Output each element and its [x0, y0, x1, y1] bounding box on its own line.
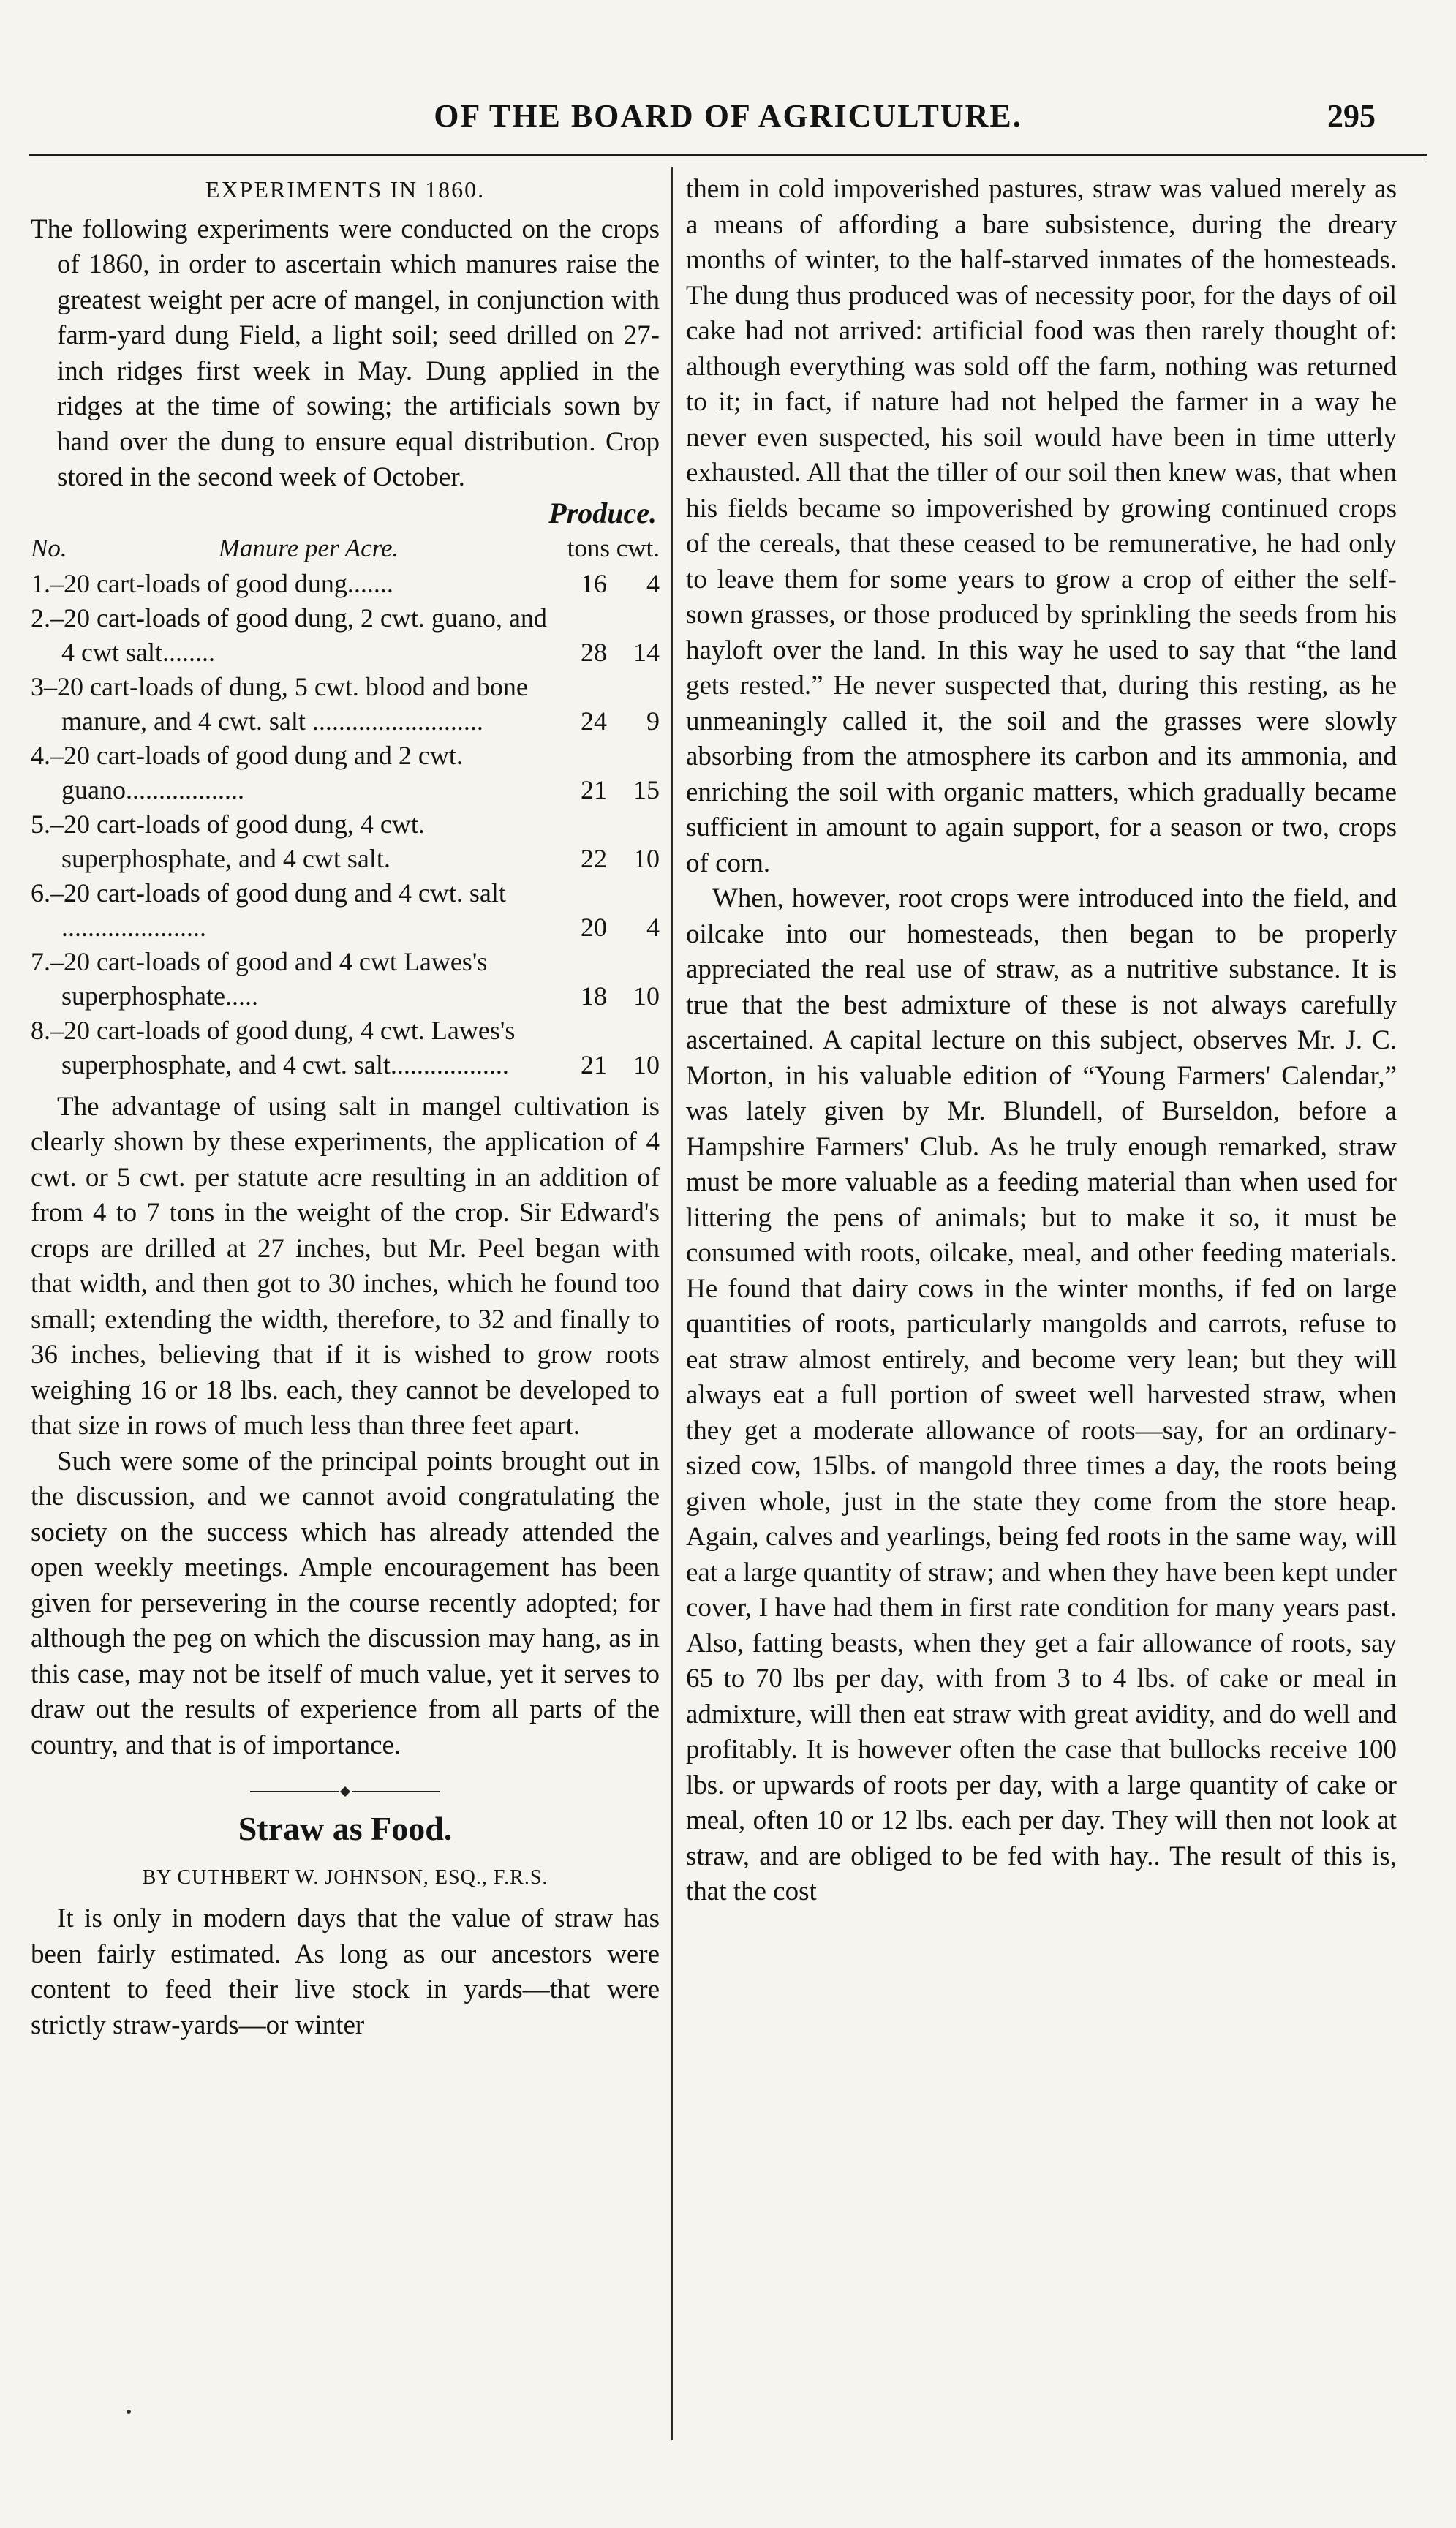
row-cwt: 10: [633, 1049, 660, 1079]
article-title: Straw as Food.: [238, 1810, 453, 1847]
row-tons: 20: [581, 912, 607, 942]
paragraph-salt: The advantage of using salt in mangel cultivation is clearly shown by these experiments, the application of 4 cwt. or 5 cwt. per statute acre resulting in an addition of from 4 to 7 tons in the weight of the crop. Sir Edward's crops are drilled at 27 inches, but Mr. Peel began with that width, and then got to 30 inches, which he found too small; extending the width, therefore, to 32 and finally to 36 inches, believing that if it is wished to grow roots weighing 16 or 18 lbs. each, they cannot be developed to that size in rows of much less than three feet apart.: [31, 1091, 660, 1441]
table-row: [31, 739, 660, 807]
row-description: 4.–20 cart-loads of good dung and 2 cwt. guano..................: [31, 740, 463, 804]
column-divider: [671, 167, 673, 2440]
divider-diamond-icon: [340, 1786, 350, 1797]
table-row: [31, 945, 660, 1014]
row-tons: 24: [581, 706, 607, 736]
running-head: [29, 91, 1427, 150]
column-no-header: No.: [31, 534, 67, 562]
table-row: [31, 807, 660, 876]
left-column: [31, 172, 660, 2433]
paragraph-discussion: Such were some of the principal points brought out in the discussion, and we cannot avoid congratulating the society on the success which has already attended the open weekly meetings. Ample encouragement has been given for persevering in the course recently adopted; for although the peg on which the discussion may hang, as in this case, may not be itself of much value, yet it serves to draw out the results of experience from all parts of the country, and that is of importance.: [31, 1446, 660, 1760]
row-tons: 21: [581, 774, 607, 804]
table-row: [31, 1014, 660, 1082]
column-units-header: tons cwt.: [567, 534, 660, 562]
intro-paragraph: The following experiments were conducted on the crops of 1860, in order to ascertain which manures raise the greatest weight per acre of mangel, in conjunction with farm-yard dung Field, a light soil; seed drilled on 27-inch ridges first week in May. Dung applied in the ridges at the time of sowing; the artificials sown by hand over the dung to ensure equal distribution. Crop stored in the second week of October.: [31, 214, 660, 492]
row-tons: 28: [581, 637, 607, 667]
table-row: [31, 670, 660, 739]
row-tons: 16: [581, 568, 607, 598]
row-cwt: 4: [646, 912, 660, 942]
produce-heading: Produce.: [548, 496, 657, 529]
row-tons: 18: [581, 981, 607, 1011]
row-cwt: 10: [633, 843, 660, 873]
section-divider: [250, 1788, 440, 1795]
manure-table: [31, 567, 660, 1082]
paragraph-root-crops: When, however, root crops were introduced into the field, and oilcake into our homesteads, then began to be properly appreciated the real use of straw, as a nutritive substance. It is true that the best admixture of these is not always carefully ascertained. A capital lecture on this subject, observes Mr. J. C. Morton, in his valuable edition of “Young Farmers' Calendar,” was lately given by Mr. Blundell, of Burseldon, before a Hampshire Farmers' Club. As he truly enough remarked, straw must be more valuable as a feeding material than when used for littering the pens of animals; but to make it so, it must be consumed with roots, oilcake, meal, and other feeding materials. He found that dairy cows in the winter months, if fed on large quantities of roots, particularly mangolds and carrots, refuse to eat straw almost entirely, and become very lean; but they will always eat a full portion of sweet well harvested straw, when they get a moderate allowance of roots—say, for an ordinary-sized cow, 15lbs. of mangold three times a day, the roots being given whole, just in the state they come from the store heap. Again, calves and yearlings, being fed roots in the same way, will eat a large quantity of straw; and when they have been kept under cover, I have had them in first rate condition for many years past. Also, fatting beasts, when they get a fair allowance of roots, say 65 to 70 lbs per day, with from 3 to 4 lbs. of cake or meal in admixture, will then eat straw with great avidity, and do well and profitably. It is however often the case that bullocks receive 100 lbs. or upwards of roots per day, with a large quantity of cake or meal, often 10 or 12 lbs. each per day. They will then not look at straw, and are obliged to be fed with hay.. The result of this is, that the cost: [686, 883, 1397, 1906]
paragraph-straw-intro: It is only in modern days that the value of straw has been fairly estimated. As long as our ancestors were content to feed their live stock in yards—that were strictly straw-yards—or winter: [31, 1903, 660, 2040]
section-heading: EXPERIMENTS IN 1860.: [205, 176, 486, 203]
row-description: 8.–20 cart-loads of good dung, 4 cwt. Lawes's superphosphate, and 4 cwt. salt..................: [31, 1015, 516, 1079]
table-row: [31, 601, 660, 670]
page-number: 295: [1327, 98, 1376, 134]
table-row: [31, 567, 660, 601]
column-manure-header: Manure per Acre.: [218, 534, 399, 562]
byline: BY CUTHBERT W. JOHNSON, ESQ., F.R.S.: [142, 1865, 548, 1889]
row-cwt: 15: [633, 774, 660, 804]
row-tons: 22: [581, 843, 607, 873]
row-description: 3–20 cart-loads of dung, 5 cwt. blood and bone manure, and 4 cwt. salt ..........................: [31, 671, 528, 736]
row-description: 7.–20 cart-loads of good and 4 cwt Lawes's superphosphate.....: [31, 946, 488, 1011]
row-description: 1.–20 cart-loads of good dung.......: [31, 568, 393, 598]
row-cwt: 10: [633, 981, 660, 1011]
row-cwt: 14: [633, 637, 660, 667]
stray-mark: [127, 2410, 131, 2414]
row-cwt: 9: [646, 706, 660, 736]
row-tons: 21: [581, 1049, 607, 1079]
running-head-title: OF THE BOARD OF AGRICULTURE.: [434, 98, 1022, 134]
row-cwt: 4: [646, 568, 660, 598]
right-column: [686, 172, 1397, 2433]
paragraph-continued: them in cold impoverished pastures, straw was valued merely as a means of affording a bare subsistence, during the dreary months of winter, to the half-starved inmates of the homesteads. The dung thus produced was of necessity poor, for the days of oil cake had not arrived: artificial food was then rarely thought of: although everything was sold off the farm, nothing was returned to it; in fact, if nature had not helped the farmer in a way he never even suspected, his soil would have been in time utterly exhausted. All that the tiller of our soil then knew was, that when his fields became so impoverished by growing continued crops of the cereals, that these ceased to be remunerative, he had only to leave them for some years to grow a crop of either the self-sown grasses, or those produced by sprinkling the seeds from his hayloft over the land. In this way he used to say that “the land gets rested.” He never suspected that, during this resting, as he unmeaningly called it, the soil and the grasses were slowly absorbing from the atmosphere its carbon and its ammonia, and enriching the soil with organic matters, which gradually became sufficient in amount to again support, for a season or two, crops of corn.: [686, 174, 1397, 878]
row-description: 6.–20 cart-loads of good dung and 4 cwt. salt ......................: [31, 878, 506, 942]
row-description: 5.–20 cart-loads of good dung, 4 cwt. superphosphate, and 4 cwt salt.: [31, 809, 425, 873]
table-header: [31, 531, 660, 567]
table-row: [31, 876, 660, 945]
row-description: 2.–20 cart-loads of good dung, 2 cwt. guano, and 4 cwt salt........: [31, 603, 547, 667]
header-rule: [29, 154, 1427, 159]
